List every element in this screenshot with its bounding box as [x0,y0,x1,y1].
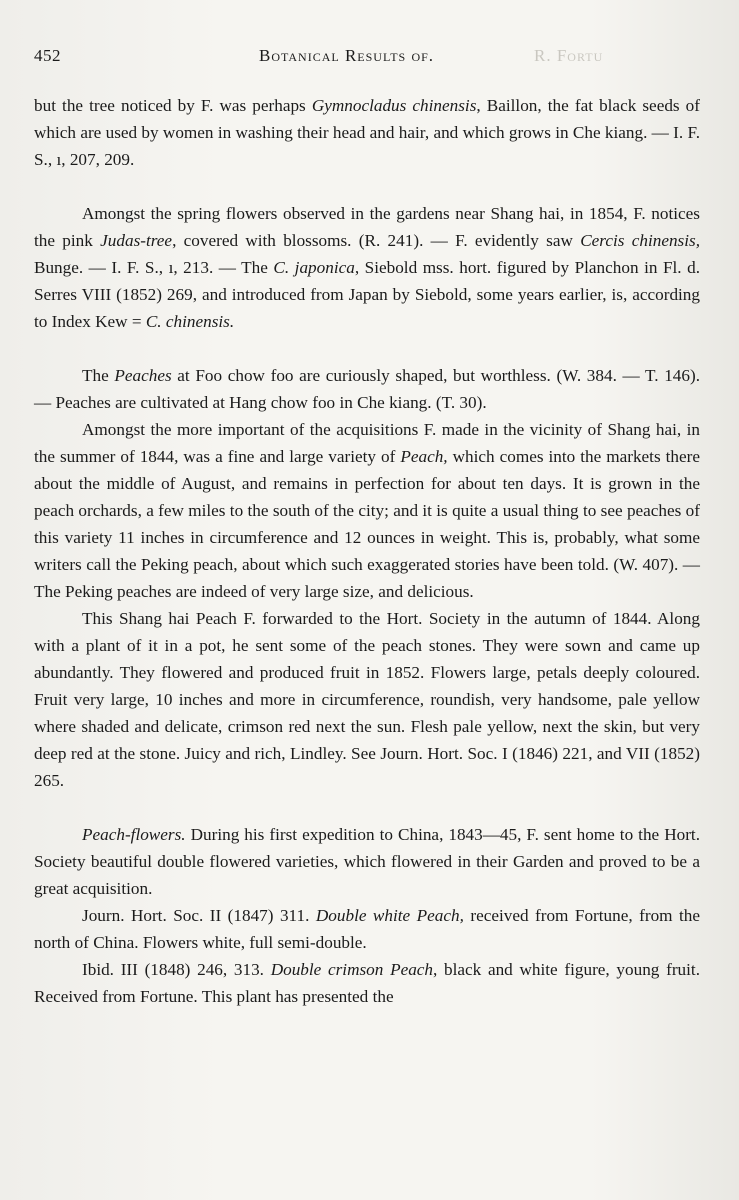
paragraph-double-white-peach: Journ. Hort. Soc. II (1847) 311. Double white Peach, received from Fortune, from the north of China. Flowers white, full semi-double. [34,906,700,952]
running-head: Botanical Results of. [259,46,435,65]
body-text [34,92,700,1010]
paragraph-peaches-foochow: The Peaches at Foo chow foo are curiously shaped, but worthless. (W. 384. — T. 146). — Peaches are cultivated at Hang chow foo in Che kiang. (T. 30). [34,366,700,412]
page-number: 452 [34,46,61,65]
paragraph-hort-society: This Shang hai Peach F. forwarded to the Hort. Society in the autumn of 1844. Along with a plant of it in a pot, he sent some of the peach stones. They were sown and came up abundantly. They flowered and produced fruit in 1852. Flowers large, petals deeply coloured. Fruit very large, 10 inches and more in circumference, roundish, very handsome, pale yellow where shaded and delicate, crimson red next the sun. Flesh pale yellow, next the skin, but very deep red at the stone. Juicy and rich, Lindley. See Journ. Hort. Soc. I (1846) 221, and VII (1852) 265. [34,609,700,790]
paragraph-judas-tree: Amongst the spring flowers observed in the gardens near Shang hai, in 1854, F. notices the pink Judas-tree, covered with blossoms. (R. 241). — F. evidently saw Cercis chinensis, Bunge. — I. F. S., ı, 213. — The C. japonica, Siebold mss. hort. figured by Planchon in Fl. d. Serres VIII (1852) 269, and introduced from Japan by Siebold, some years earlier, is, according to Index Kew = C. chinensis. [34,204,700,331]
paragraph-shanghai-peach: Amongst the more important of the acquisitions F. made in the vicinity of Shang hai, in the summer of 1844, was a fine and large variety of Peach, which comes into the markets there about the middle of August, and remains in perfection for about ten days. It is grown in the peach orchards, a few miles to the south of the city; and it is quite a usual thing to see peaches of this variety 11 inches in circumference and 12 ounces in weight. This is, probably, what some writers call the Peking peach, about which such exaggerated stories have been told. (W. 407). — The Peking peaches are indeed of very large size, and delicious. [34,420,700,601]
paragraph-gymnocladus: but the tree noticed by F. was perhaps Gymnocladus chinensis, Baillon, the fat black seeds of which are used by women in washing their head and hair, and which grows in Che kiang. — I. F. S., ı, 207, 209. [34,96,701,169]
bleed-through-text: R. Fortu [534,46,604,65]
paragraph-peach-flowers: Peach-flowers. During his first expedition to China, 1843—45, F. sent home to the Hort. Society beautiful double flowered varieties, which flowered in their Garden and proved to be a great acquisition. [34,825,700,898]
page-header [34,46,699,72]
paragraph-double-crimson-peach: Ibid. III (1848) 246, 313. Double crimson Peach, black and white figure, young fruit. Received from Fortune. This plant has presented the [34,960,700,1006]
